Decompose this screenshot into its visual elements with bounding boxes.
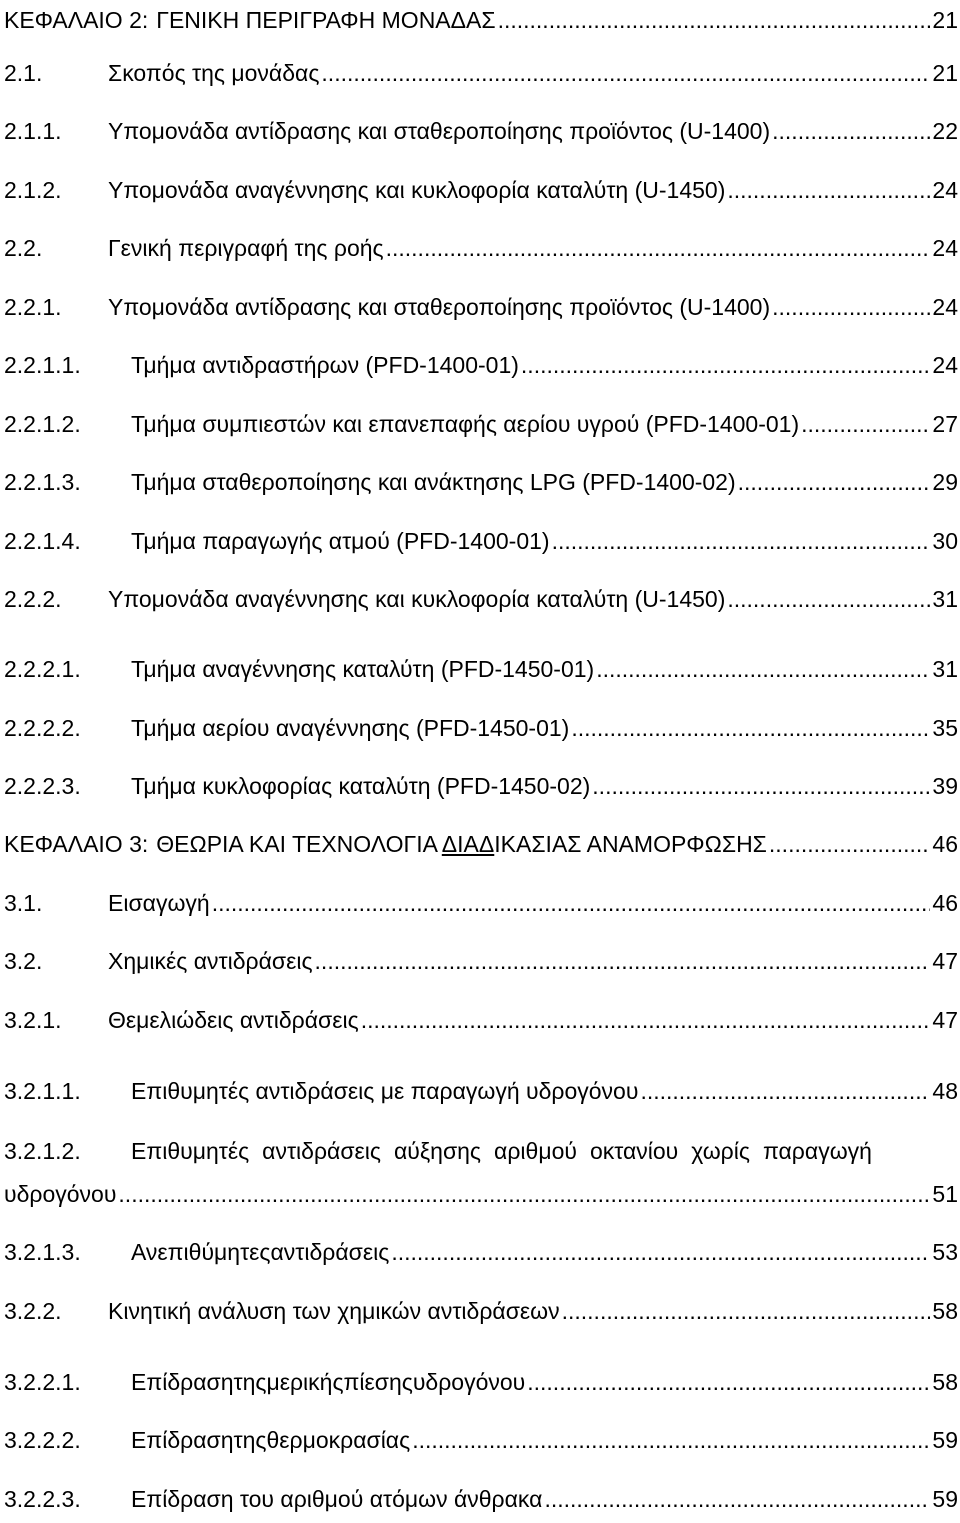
toc-entry-number: 3.1. (4, 890, 43, 916)
toc-entry[interactable] (4, 1071, 958, 1105)
toc-title-part: ΘΕΩΡΙΑ ΚΑΙ ΤΕΧΝΟΛΟΓΙΑ (156, 831, 442, 857)
toc-entry-title-continuation: υδρογόνου (4, 1181, 117, 1207)
toc-entry-number: 2.2.1.4. (4, 528, 81, 554)
toc-entry-page: 53 (932, 1239, 958, 1265)
toc-entry[interactable] (4, 1479, 958, 1513)
toc-title-word: παραγωγή (762, 1138, 872, 1164)
toc-entry-title: Γενική περιγραφή της ροής (108, 235, 384, 261)
dot-leader (361, 1008, 931, 1034)
toc-entry-page: 27 (932, 411, 958, 437)
dot-leader (592, 774, 930, 800)
toc-entry[interactable] (4, 287, 958, 321)
toc-entry[interactable] (4, 1291, 958, 1325)
dot-leader (527, 1370, 930, 1396)
toc-entry-title: Εισαγωγή (108, 890, 210, 916)
dot-leader (391, 1240, 930, 1266)
toc-entry-number: 3.2.2.1. (4, 1369, 81, 1395)
toc-entry-title: Επίδραση του αριθμού ατόμων άνθρακα (131, 1486, 543, 1512)
toc-entry[interactable] (4, 462, 958, 496)
toc-entry-page: 21 (932, 60, 958, 86)
toc-entry-title (156, 831, 767, 858)
toc-entry[interactable] (4, 1420, 958, 1454)
toc-entry-title: Τμήμα παραγωγής ατμού (PFD-1400-01) (131, 528, 550, 554)
toc-entry[interactable] (4, 579, 958, 613)
dot-leader (727, 587, 930, 613)
dot-leader (727, 178, 930, 204)
toc-entry-page: 47 (932, 1007, 958, 1033)
toc-entry-title: Υπομονάδα αντίδρασης και σταθεροποίησης προϊόντος (U-1400) (108, 294, 771, 320)
toc-entry-number: 3.2.2.2. (4, 1427, 81, 1453)
toc-entry-number: 2.1.2. (4, 177, 62, 203)
toc-entry[interactable] (4, 345, 958, 379)
dot-leader (772, 295, 930, 321)
dot-leader (801, 412, 930, 438)
toc-entry-page: 59 (932, 1427, 958, 1453)
toc-entry-number: 2.1. (4, 60, 43, 86)
dot-leader (640, 1079, 930, 1105)
toc-title-word: Επιθυμητές (131, 1138, 250, 1164)
toc-entry-page: 31 (932, 586, 958, 612)
toc-entry-title: Τμήμα κυκλοφορίας καταλύτη (PFD-1450-02) (131, 773, 591, 799)
toc-entry-number: 3.2.1.1. (4, 1078, 81, 1104)
toc-entry-number: 2.2.1.2. (4, 411, 81, 437)
toc-entry-title: Τμήμα συμπιεστών και επανεπαφής αερίου υγρού (PFD-1400-01) (131, 411, 800, 437)
dot-leader (738, 470, 931, 496)
toc-entry[interactable] (4, 941, 958, 975)
toc-title-word: οκτανίου (589, 1138, 679, 1164)
toc-entry-number: 3.2.1.2. (4, 1138, 81, 1164)
toc-entry-number: 3.2.1. (4, 1007, 62, 1033)
toc-entry-page: 59 (932, 1486, 958, 1512)
dot-leader (772, 119, 930, 145)
dot-leader (544, 1487, 930, 1513)
toc-entry[interactable] (4, 766, 958, 800)
toc-entry-page: 29 (932, 469, 958, 495)
toc-entry-title: Τμήμα αναγέννησης καταλύτη (PFD-1450-01) (131, 656, 595, 682)
toc-title-word: αντιδράσεις (262, 1138, 381, 1164)
toc-entry-title: Τμήμα αερίου αναγέννησης (PFD-1450-01) (131, 715, 570, 741)
dot-leader (386, 236, 931, 262)
toc-entry-page: 30 (932, 528, 958, 554)
toc-entry-page: 46 (932, 831, 958, 857)
toc-entry-title: ΓΕΝΙΚΗ ΠΕΡΙΓΡΑΦΗ ΜΟΝΑΔΑΣ (156, 7, 496, 33)
toc-entry[interactable] (4, 228, 958, 262)
toc-entry-number: 2.2.1. (4, 294, 62, 320)
toc-title-part-underlined: ΔΙΑΔ (441, 831, 495, 857)
dot-leader (596, 657, 930, 683)
toc-entry-number: 2.2.2. (4, 586, 62, 612)
toc-entry-number: 2.2. (4, 235, 43, 261)
toc-entry[interactable] (4, 1131, 958, 1165)
toc-entry-number: ΚΕΦΑΛΑΙΟ 2: (4, 7, 149, 33)
toc-entry[interactable] (4, 53, 958, 87)
toc-entry-title: Σκοπός της μονάδας (108, 60, 320, 86)
toc-entry[interactable] (4, 1232, 958, 1266)
toc-entry-title: Επιθυμητές αντιδράσεις με παραγωγή υδρογόνου (131, 1078, 639, 1104)
toc-entry[interactable] (4, 883, 958, 917)
toc-entry-page: 46 (932, 890, 958, 916)
toc-entry-page: 21 (932, 7, 958, 33)
dot-leader (571, 716, 930, 742)
dot-leader (412, 1428, 930, 1454)
toc-entry-title: Υπομονάδα αντίδρασης και σταθεροποίησης προϊόντος (U-1400) (108, 118, 771, 144)
toc-entry[interactable] (4, 521, 958, 555)
toc-entry-number: 2.2.2.3. (4, 773, 81, 799)
toc-title-word: αριθμού (494, 1138, 577, 1164)
toc-entry-page: 35 (932, 715, 958, 741)
toc-title-part: ΙΚΑΣΙΑΣ ΑΝΑΜΟΡΦΩΣΗΣ (494, 831, 767, 857)
toc-entry-page: 58 (932, 1298, 958, 1324)
toc-entry-page: 24 (932, 352, 958, 378)
toc-entry-page: 24 (932, 294, 958, 320)
toc-entry[interactable] (4, 404, 958, 438)
dot-leader (552, 529, 931, 555)
dot-leader (498, 8, 931, 34)
toc-entry-number: 2.1.1. (4, 118, 62, 144)
toc-entry[interactable] (4, 708, 958, 742)
toc-entry-page: 58 (932, 1369, 958, 1395)
toc-entry-number: 2.2.2.1. (4, 656, 81, 682)
toc-entry[interactable] (4, 0, 958, 34)
toc-entry-page: 24 (932, 235, 958, 261)
toc-entry-page: 22 (932, 118, 958, 144)
toc-entry-number: 3.2.2. (4, 1298, 62, 1324)
toc-entry-title: Κινητική ανάλυση των χημικών αντιδράσεων (108, 1298, 560, 1324)
toc-entry[interactable] (4, 824, 958, 858)
toc-entry[interactable] (4, 170, 958, 204)
dot-leader (769, 832, 931, 858)
toc-entry-number: 2.2.1.1. (4, 352, 81, 378)
toc-entry-page: 51 (932, 1181, 958, 1207)
dot-leader (321, 61, 930, 87)
toc-entry-title: Τμήμα αντιδραστήρων (PFD-1400-01) (131, 352, 519, 378)
toc-entry-title: Θεμελιώδεις αντιδράσεις (108, 1007, 359, 1033)
toc-entry-number: 3.2.1.3. (4, 1239, 81, 1265)
toc-entry-page: 24 (932, 177, 958, 203)
dot-leader (315, 949, 931, 975)
toc-entry-page: 47 (932, 948, 958, 974)
dot-leader (562, 1299, 931, 1325)
toc-entry-page: 31 (932, 656, 958, 682)
toc-entry-title: Επίδρασητηςθερμοκρασίας (131, 1427, 411, 1453)
toc-entry-number: 3.2. (4, 948, 43, 974)
toc-entry-number: 3.2.2.3. (4, 1486, 81, 1512)
dot-leader (212, 891, 931, 917)
toc-entry-number: 2.2.2.2. (4, 715, 81, 741)
toc-entry-title: Χημικές αντιδράσεις (108, 948, 313, 974)
toc-entry[interactable] (4, 1000, 958, 1034)
toc-entry-title (131, 1138, 872, 1165)
toc-title-word: χωρίς (691, 1138, 750, 1164)
dot-leader (118, 1182, 930, 1208)
toc-entry-title: Υπομονάδα αναγέννησης και κυκλοφορία καταλύτη (U-1450) (108, 177, 726, 203)
toc-entry[interactable] (4, 111, 958, 145)
toc-entry-title: Επίδρασητηςμερικήςπίεσηςυδρογόνου (131, 1369, 526, 1395)
toc-entry-title: Ανεπιθύμητεςαντιδράσεις (131, 1239, 390, 1265)
toc-entry-page: 48 (932, 1078, 958, 1104)
toc-title-word: αύξησης (393, 1138, 482, 1164)
toc-entry[interactable] (4, 1362, 958, 1396)
toc-entry-title: Τμήμα σταθεροποίησης και ανάκτησης LPG (PFD-1400-02) (131, 469, 736, 495)
dot-leader (521, 353, 930, 379)
toc-entry-number: 2.2.1.3. (4, 469, 81, 495)
toc-entry-continuation[interactable] (4, 1174, 958, 1208)
toc-entry-title: Υπομονάδα αναγέννησης και κυκλοφορία καταλύτη (U-1450) (108, 586, 726, 612)
toc-entry-page: 39 (932, 773, 958, 799)
toc-entry[interactable] (4, 649, 958, 683)
toc-entry-number: ΚΕΦΑΛΑΙΟ 3: (4, 831, 149, 857)
